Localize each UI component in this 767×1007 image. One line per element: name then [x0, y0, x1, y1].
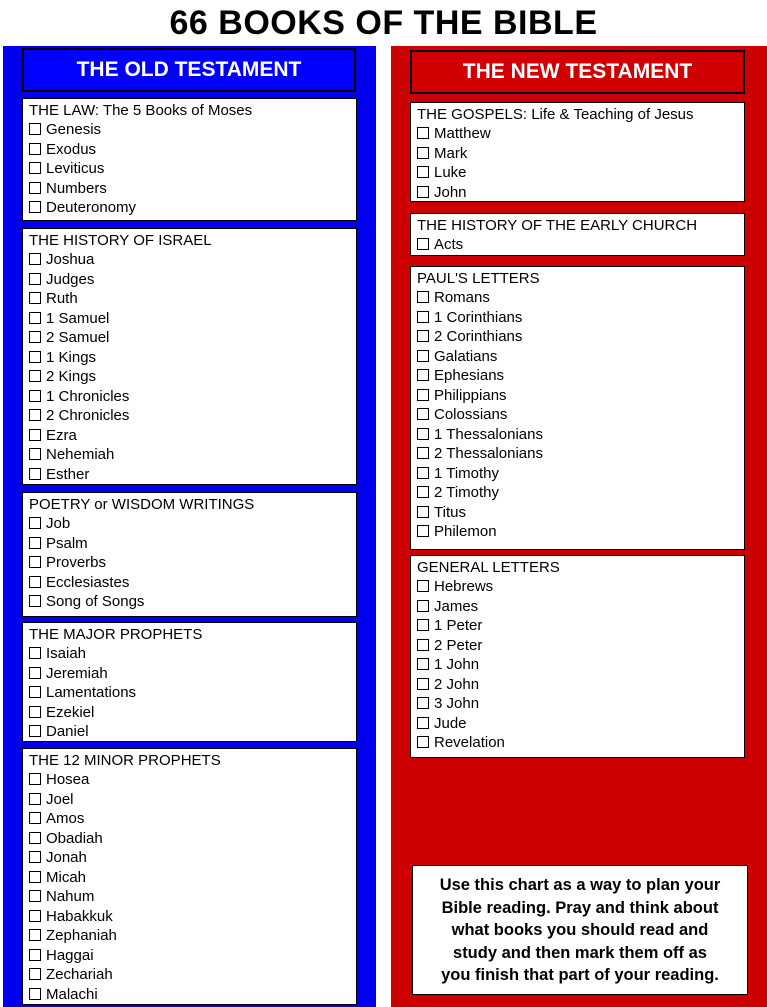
book-name: Matthew [434, 125, 491, 142]
book-name: Acts [434, 236, 464, 253]
note-line: you finish that part of your reading. [441, 966, 719, 984]
checkbox-icon[interactable] [29, 351, 41, 363]
book-item[interactable] [417, 183, 744, 203]
book-name: 2 Chronicles [46, 407, 130, 424]
old-testament-section [22, 98, 357, 221]
book-name: 1 Samuel [46, 309, 110, 327]
book-item[interactable] [29, 703, 356, 723]
checkbox-icon[interactable] [29, 725, 41, 737]
book-name: Esther [46, 465, 90, 483]
checkbox-icon[interactable] [29, 556, 41, 568]
book-item[interactable] [29, 573, 356, 593]
checkbox-icon[interactable] [29, 686, 41, 698]
book-item[interactable] [417, 386, 744, 406]
checkbox-icon[interactable] [417, 238, 429, 250]
checkbox-icon[interactable] [417, 389, 429, 401]
book-name: Song of Songs [46, 593, 145, 610]
checkbox-icon[interactable] [29, 812, 41, 824]
checkbox-icon[interactable] [417, 619, 429, 631]
book-name: Psalm [46, 534, 88, 552]
book-name: Micah [46, 868, 87, 886]
section-title: PAUL'S LETTERS [417, 270, 540, 287]
checkbox-icon[interactable] [29, 390, 41, 402]
book-name: 1 Chronicles [46, 387, 130, 405]
book-name: Proverbs [46, 554, 107, 571]
section-title: THE 12 MINOR PROPHETS [29, 752, 221, 769]
new-testament-section [410, 102, 745, 202]
book-item[interactable] [29, 120, 356, 140]
note-line: Use this chart as a way to plan your [439, 876, 721, 894]
book-name: Amos [46, 810, 85, 827]
checkbox-icon[interactable] [29, 409, 41, 421]
book-item[interactable] [29, 664, 356, 684]
book-item[interactable] [29, 179, 356, 199]
book-name: 2 John [434, 675, 480, 693]
checkbox-icon[interactable] [29, 667, 41, 679]
book-item[interactable] [29, 887, 356, 907]
checkbox-icon[interactable] [29, 331, 41, 343]
book-name: 3 John [434, 695, 480, 712]
book-name: Revelation [434, 734, 505, 751]
book-item[interactable] [417, 714, 744, 734]
book-name: Haggai [46, 946, 94, 964]
checkbox-icon[interactable] [29, 123, 41, 135]
book-name: Joshua [46, 251, 95, 268]
book-name: Exodus [46, 140, 97, 158]
checkbox-icon[interactable] [417, 408, 429, 420]
book-name: Ecclesiastes [46, 573, 130, 591]
checkbox-icon[interactable] [29, 851, 41, 863]
book-item[interactable] [29, 722, 356, 742]
book-item[interactable] [417, 124, 744, 144]
book-item[interactable] [417, 366, 744, 386]
book-item[interactable] [29, 270, 356, 290]
checkbox-icon[interactable] [417, 291, 429, 303]
book-name: Numbers [46, 179, 107, 197]
checkbox-icon[interactable] [29, 312, 41, 324]
book-item[interactable] [417, 655, 744, 675]
checkbox-icon[interactable] [29, 988, 41, 1000]
checkbox-icon[interactable] [29, 968, 41, 980]
book-name: Ezekiel [46, 703, 95, 721]
book-name: Luke [434, 164, 467, 181]
book-name: Philippians [434, 386, 507, 404]
book-name: Genesis [46, 121, 102, 138]
checkbox-icon[interactable] [417, 697, 429, 709]
checkbox-icon[interactable] [29, 949, 41, 961]
checkbox-icon[interactable] [417, 639, 429, 651]
old-testament-section [22, 492, 357, 617]
old-testament-section [22, 228, 357, 485]
section-title: THE MAJOR PROPHETS [29, 626, 203, 643]
section-title: THE GOSPELS: Life & Teaching of Jesus [417, 106, 694, 123]
book-name: John [434, 183, 467, 201]
book-name: 2 Samuel [46, 329, 110, 346]
book-item[interactable] [417, 144, 744, 164]
section-title: GENERAL LETTERS [417, 559, 560, 576]
book-item[interactable] [29, 250, 356, 270]
book-name: Leviticus [46, 160, 105, 177]
book-name: 2 Corinthians [434, 328, 523, 345]
book-name: Titus [434, 503, 466, 521]
checkbox-icon[interactable] [29, 647, 41, 659]
book-item[interactable] [29, 644, 356, 664]
book-item[interactable] [29, 829, 356, 849]
section-title: THE HISTORY OF THE EARLY CHURCH [417, 217, 698, 234]
checkbox-icon[interactable] [29, 273, 41, 285]
book-item[interactable] [29, 946, 356, 966]
checkbox-icon[interactable] [29, 253, 41, 265]
checkbox-icon[interactable] [29, 595, 41, 607]
book-item[interactable] [417, 483, 744, 503]
checkbox-icon[interactable] [417, 311, 429, 323]
book-name: Isaiah [46, 645, 87, 662]
checkbox-icon[interactable] [29, 143, 41, 155]
book-item[interactable] [29, 848, 356, 868]
book-item[interactable] [29, 328, 356, 348]
book-item[interactable] [29, 683, 356, 703]
section-title: THE HISTORY OF ISRAEL [29, 232, 212, 249]
book-item[interactable] [417, 288, 744, 308]
book-item[interactable] [29, 907, 356, 927]
book-name: Joel [46, 790, 74, 808]
checkbox-icon[interactable] [29, 537, 41, 549]
checkbox-icon[interactable] [29, 201, 41, 213]
book-name: Jude [434, 714, 467, 732]
book-item[interactable] [417, 327, 744, 347]
book-name: Ruth [46, 290, 78, 307]
checkbox-icon[interactable] [29, 706, 41, 718]
checkbox-icon[interactable] [417, 166, 429, 178]
book-name: 1 John [434, 656, 480, 673]
book-name: Romans [434, 289, 490, 306]
book-item[interactable] [417, 464, 744, 484]
book-name: Job [46, 515, 71, 532]
old-testament-section [22, 748, 357, 1005]
book-name: Philemon [434, 523, 497, 540]
checkbox-icon[interactable] [29, 468, 41, 480]
book-item[interactable] [29, 426, 356, 446]
book-item[interactable] [29, 514, 356, 534]
book-item[interactable] [29, 309, 356, 329]
book-item[interactable] [29, 198, 356, 218]
book-item[interactable] [417, 577, 744, 597]
book-name: Daniel [46, 723, 89, 740]
book-name: Habakkuk [46, 907, 113, 925]
book-item[interactable] [417, 597, 744, 617]
book-name: 2 Thessalonians [434, 445, 543, 462]
book-item[interactable] [29, 387, 356, 407]
checkbox-icon[interactable] [417, 736, 429, 748]
book-item[interactable] [417, 503, 744, 523]
book-item[interactable] [29, 809, 356, 829]
book-item[interactable] [29, 348, 356, 368]
checkbox-icon[interactable] [29, 773, 41, 785]
checkbox-icon[interactable] [417, 350, 429, 362]
book-item[interactable] [417, 163, 744, 183]
book-name: Jonah [46, 849, 87, 866]
book-item[interactable] [417, 616, 744, 636]
checkbox-icon[interactable] [29, 890, 41, 902]
book-name: Hebrews [434, 578, 494, 595]
checkbox-icon[interactable] [29, 793, 41, 805]
book-name: 1 Timothy [434, 464, 500, 482]
checkbox-icon[interactable] [29, 576, 41, 588]
book-item[interactable] [29, 985, 356, 1005]
book-item[interactable] [29, 159, 356, 179]
book-name: 1 Kings [46, 348, 97, 366]
checkbox-icon[interactable] [417, 580, 429, 592]
book-item[interactable] [417, 405, 744, 425]
book-item[interactable] [417, 636, 744, 656]
book-item[interactable] [417, 347, 744, 367]
book-name: Zephaniah [46, 927, 117, 944]
book-item[interactable] [29, 926, 356, 946]
book-item[interactable] [29, 534, 356, 554]
book-item[interactable] [417, 425, 744, 445]
checkbox-icon[interactable] [29, 162, 41, 174]
book-item[interactable] [29, 553, 356, 573]
checkbox-icon[interactable] [417, 147, 429, 159]
checkbox-icon[interactable] [417, 428, 429, 440]
old-testament-header: THE OLD TESTAMENT [22, 48, 356, 92]
book-name: Ezra [46, 426, 77, 444]
book-item[interactable] [29, 289, 356, 309]
book-item[interactable] [29, 445, 356, 465]
book-name: Lamentations [46, 684, 137, 701]
checkbox-icon[interactable] [29, 832, 41, 844]
book-item[interactable] [29, 770, 356, 790]
note-line: Bible reading. Pray and think about [441, 898, 719, 917]
checkbox-icon[interactable] [417, 506, 429, 518]
checkbox-icon[interactable] [29, 448, 41, 460]
book-name: Deuteronomy [46, 199, 137, 216]
checkbox-icon[interactable] [417, 600, 429, 612]
book-name: 2 Timothy [434, 484, 500, 501]
book-name: Nehemiah [46, 446, 115, 463]
book-item[interactable] [417, 522, 744, 542]
new-testament-header: THE NEW TESTAMENT [410, 50, 745, 94]
checkbox-icon[interactable] [29, 292, 41, 304]
checkbox-icon[interactable] [29, 517, 41, 529]
checkbox-icon[interactable] [29, 871, 41, 883]
book-item[interactable] [29, 592, 356, 612]
book-item[interactable] [417, 235, 744, 255]
old-testament-section [22, 622, 357, 742]
checkbox-icon[interactable] [417, 369, 429, 381]
book-item[interactable] [29, 465, 356, 485]
book-name: 2 Kings [46, 368, 97, 385]
book-name: Nahum [46, 888, 95, 905]
book-item[interactable] [417, 675, 744, 695]
checkbox-icon[interactable] [29, 910, 41, 922]
checkbox-icon[interactable] [417, 447, 429, 459]
book-name: Judges [46, 270, 95, 288]
book-item[interactable] [417, 444, 744, 464]
new-testament-section [410, 555, 745, 758]
book-name: Zechariah [46, 966, 113, 983]
book-item[interactable] [417, 733, 744, 753]
book-item[interactable] [417, 308, 744, 328]
book-item[interactable] [417, 694, 744, 714]
checkbox-icon[interactable] [417, 186, 429, 198]
note-line: study and then mark them off as [453, 943, 707, 962]
checkbox-icon[interactable] [417, 467, 429, 479]
note-line: what books you should read and [451, 921, 709, 939]
book-name: Galatians [434, 347, 498, 365]
book-name: Malachi [46, 985, 98, 1003]
checkbox-icon[interactable] [417, 525, 429, 537]
checkbox-icon[interactable] [417, 678, 429, 690]
book-name: 2 Peter [434, 636, 483, 654]
book-name: Hosea [46, 771, 90, 788]
book-name: 1 Peter [434, 617, 483, 634]
book-item[interactable] [29, 140, 356, 160]
book-name: 1 Thessalonians [434, 425, 543, 443]
checkbox-icon[interactable] [29, 182, 41, 194]
book-name: Mark [434, 144, 468, 162]
book-name: James [434, 597, 479, 615]
book-item[interactable] [29, 965, 356, 985]
section-title: POETRY or WISDOM WRITINGS [29, 496, 255, 513]
page-title: 66 BOOKS OF THE BIBLE [169, 4, 598, 42]
book-name: Ephesians [434, 367, 505, 384]
book-name: Colossians [434, 406, 508, 423]
book-item[interactable] [29, 868, 356, 888]
checkbox-icon[interactable] [417, 717, 429, 729]
checkbox-icon[interactable] [29, 429, 41, 441]
checkbox-icon[interactable] [417, 486, 429, 498]
book-name: Obadiah [46, 829, 103, 847]
book-item[interactable] [29, 367, 356, 387]
book-item[interactable] [29, 790, 356, 810]
checkbox-icon[interactable] [417, 658, 429, 670]
book-name: Jeremiah [46, 664, 108, 682]
checkbox-icon[interactable] [417, 127, 429, 139]
section-title: THE LAW: The 5 Books of Moses [29, 102, 253, 119]
checkbox-icon[interactable] [417, 330, 429, 342]
checkbox-icon[interactable] [29, 370, 41, 382]
new-testament-section [410, 266, 745, 550]
reading-plan-note [412, 865, 748, 995]
checkbox-icon[interactable] [29, 929, 41, 941]
new-testament-section [410, 213, 745, 256]
book-name: 1 Corinthians [434, 308, 523, 326]
book-item[interactable] [29, 406, 356, 426]
